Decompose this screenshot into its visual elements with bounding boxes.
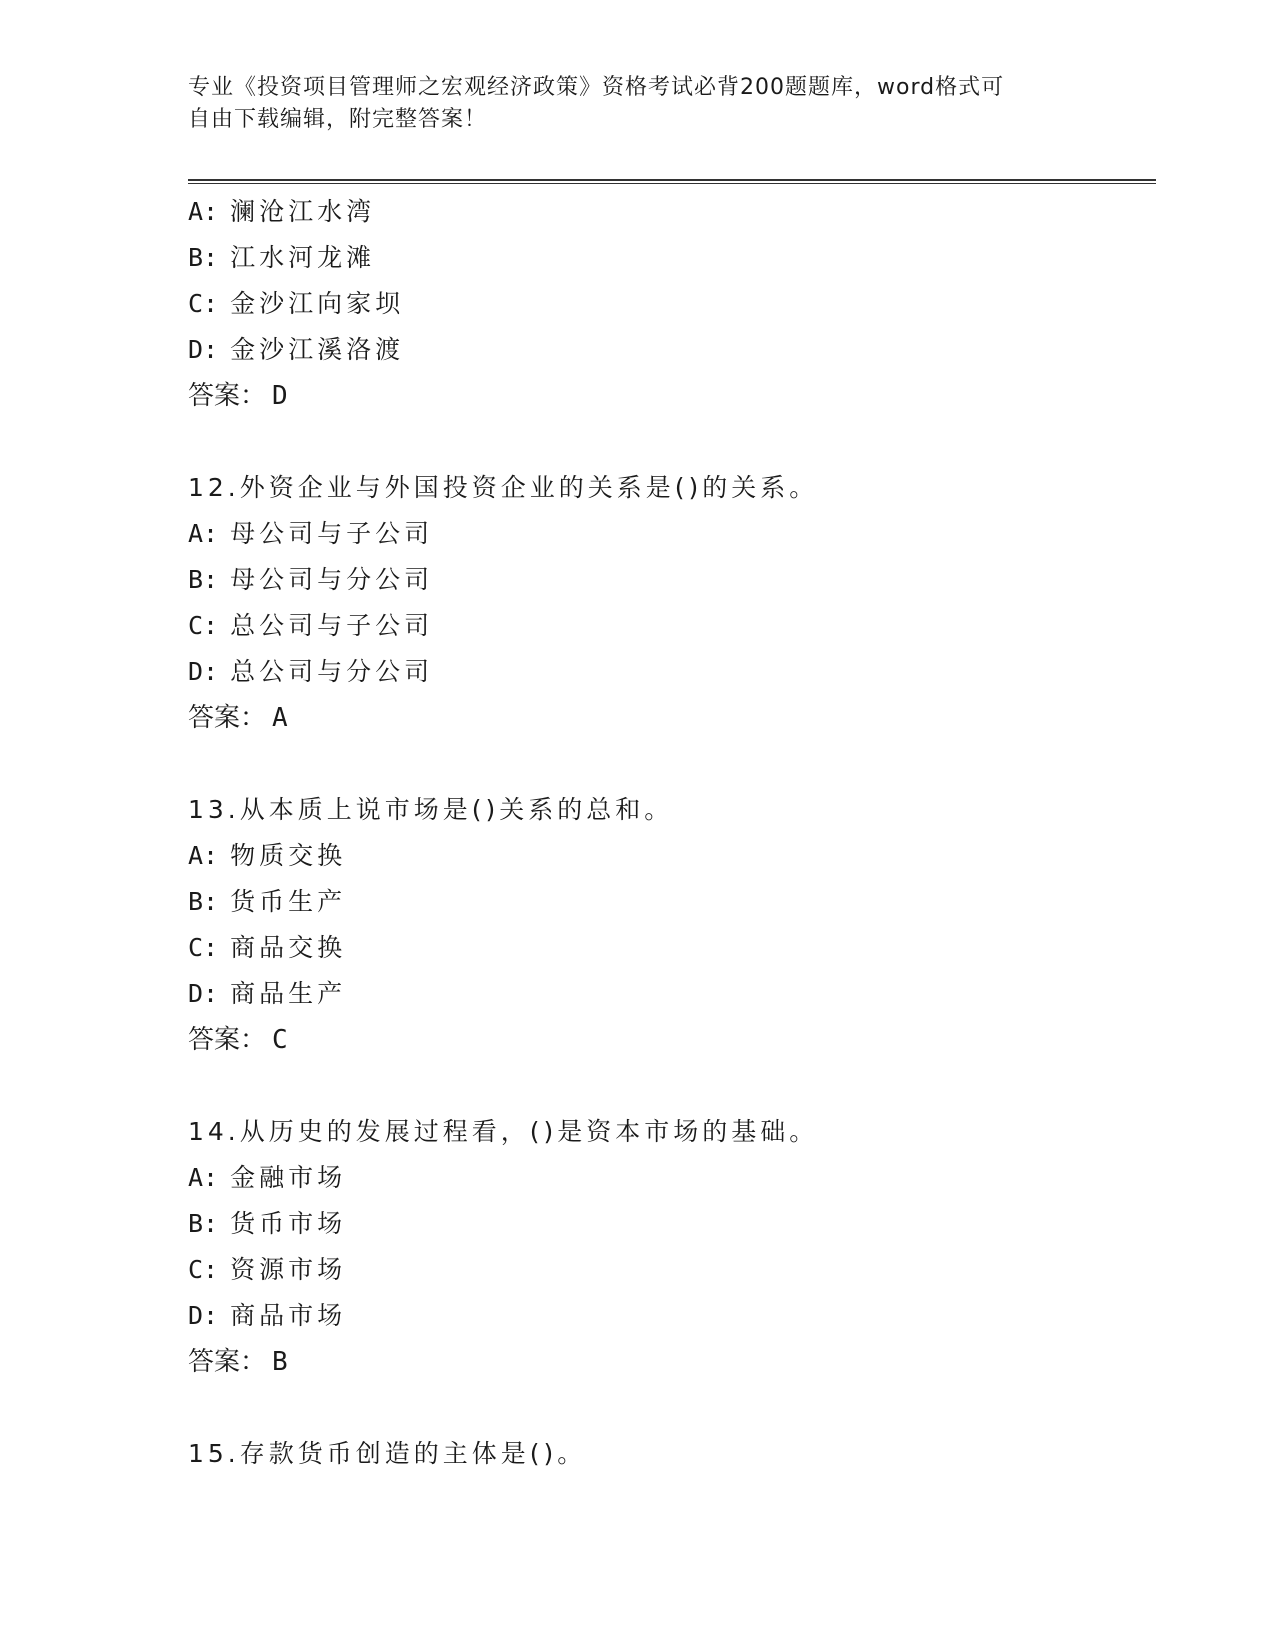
- option-d: D: 商品生产: [188, 979, 347, 1008]
- option-b: B: 江水河龙滩: [188, 243, 376, 272]
- question-text: 12.外资企业与外国投资企业的关系是()的关系。: [188, 473, 819, 502]
- option-a: A: 金融市场: [188, 1163, 347, 1192]
- header-line-2: 自由下载编辑，附完整答案！: [188, 107, 488, 132]
- question-block: [188, 465, 1156, 741]
- option-c: C: 资源市场: [188, 1255, 347, 1284]
- answer-line: 答案： C: [188, 1025, 288, 1055]
- option-a: A: 物质交换: [188, 841, 347, 870]
- question-text: 14.从历史的发展过程看，()是资本市场的基础。: [188, 1117, 819, 1146]
- option-c: C: 商品交换: [188, 933, 347, 962]
- question-block: [188, 1431, 1156, 1477]
- document-header: [188, 72, 1088, 136]
- option-d: D: 商品市场: [188, 1301, 347, 1330]
- question-block: [188, 787, 1156, 1063]
- question-text: 15.存款货币创造的主体是()。: [188, 1439, 587, 1468]
- question-text: 13.从本质上说市场是()关系的总和。: [188, 795, 674, 824]
- answer-line: 答案： A: [188, 703, 288, 733]
- question-block: [188, 1109, 1156, 1385]
- option-b: B: 货币生产: [188, 887, 347, 916]
- answer-line: 答案： D: [188, 381, 288, 411]
- header-line-1: 专业《投资项目管理师之宏观经济政策》资格考试必背200题题库，word格式可: [188, 75, 1005, 100]
- option-c: C: 金沙江向家坝: [188, 289, 405, 318]
- option-a: A: 母公司与子公司: [188, 519, 434, 548]
- question-block: [188, 189, 1156, 419]
- question-list: [188, 189, 1156, 1477]
- option-b: B: 货币市场: [188, 1209, 347, 1238]
- answer-line: 答案： B: [188, 1347, 288, 1377]
- option-c: C: 总公司与子公司: [188, 611, 434, 640]
- header-divider-thin: [188, 183, 1156, 184]
- header-divider-thick: [188, 179, 1156, 181]
- option-b: B: 母公司与分公司: [188, 565, 434, 594]
- option-a: A: 澜沧江水湾: [188, 197, 376, 226]
- option-d: D: 金沙江溪洛渡: [188, 335, 405, 364]
- option-d: D: 总公司与分公司: [188, 657, 434, 686]
